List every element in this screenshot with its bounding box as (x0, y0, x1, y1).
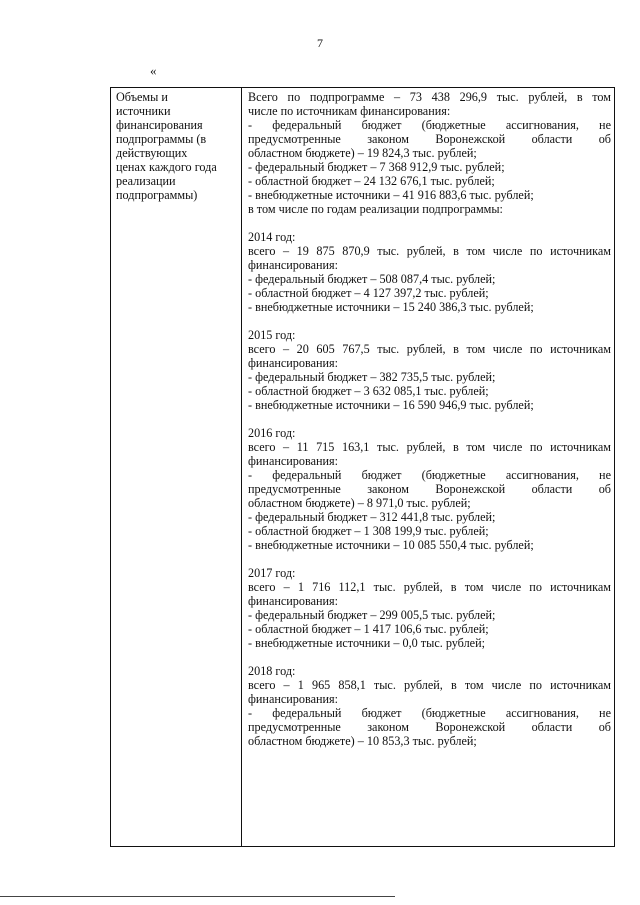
year-total-line: всего – 1 716 112,1 тыс. рублей, в том числе по источникам (248, 580, 611, 594)
year-line: - федеральный бюджет – 382 735,5 тыс. рублей; (248, 370, 496, 384)
year-total-line: всего – 20 605 767,5 тыс. рублей, в том числе по источникам (248, 342, 611, 356)
financing-label-cell (111, 88, 242, 846)
year-heading: 2016 год: (248, 426, 296, 440)
footer-rule (0, 896, 395, 897)
label-line: Объемы и (116, 90, 168, 104)
year-2016-block (248, 426, 611, 552)
year-2017-block (248, 566, 611, 650)
year-line: - внебюджетные источники – 15 240 386,3 тыс. рублей; (248, 300, 534, 314)
year-line: финансирования: (248, 356, 339, 370)
label-line: подпрограммы) (116, 188, 198, 202)
year-line: финансирования: (248, 692, 339, 706)
year-total-line: всего – 11 715 163,1 тыс. рублей, в том числе по источникам (248, 440, 611, 454)
summary-line: предусмотренные законом Воронежской области об (248, 132, 611, 146)
year-line: областном бюджете) – 10 853,3 тыс. рублей; (248, 734, 477, 748)
summary-line: - областной бюджет – 24 132 676,1 тыс. рублей; (248, 174, 495, 188)
summary-line: числе по источникам финансирования: (248, 104, 451, 118)
summary-line: в том числе по годам реализации подпрограммы: (248, 202, 503, 216)
financing-details-cell (242, 88, 614, 846)
year-line: - внебюджетные источники – 0,0 тыс. рублей; (248, 636, 485, 650)
year-2015-block (248, 328, 611, 412)
year-line: финансирования: (248, 454, 339, 468)
year-line: - областной бюджет – 1 417 106,6 тыс. рублей; (248, 622, 489, 636)
year-heading: 2017 год: (248, 566, 296, 580)
year-total-line: всего – 1 965 858,1 тыс. рублей, в том числе по источникам (248, 678, 611, 692)
year-line: финансирования: (248, 594, 339, 608)
page-number: 7 (317, 36, 323, 50)
year-line: предусмотренные законом Воронежской области об (248, 720, 611, 734)
summary-total-line: Всего по подпрограмме – 73 438 296,9 тыс. рублей, в том (248, 90, 611, 104)
year-line: областном бюджете) – 8 971,0 тыс. рублей; (248, 496, 471, 510)
year-2014-block (248, 230, 611, 314)
opening-quote: « (150, 63, 157, 78)
year-total-line: всего – 19 875 870,9 тыс. рублей, в том числе по источникам (248, 244, 611, 258)
year-heading: 2018 год: (248, 664, 296, 678)
financing-table (110, 87, 615, 847)
label-line: финансирования (116, 118, 203, 132)
label-line: реализации (116, 174, 176, 188)
summary-line: областном бюджете) – 19 824,3 тыс. рублей; (248, 146, 477, 160)
summary-line: - федеральный бюджет – 7 368 912,9 тыс. рублей; (248, 160, 505, 174)
year-line: - федеральный бюджет (бюджетные ассигнования, не (248, 706, 611, 720)
summary-line: - федеральный бюджет (бюджетные ассигнования, не (248, 118, 611, 132)
year-line: - федеральный бюджет (бюджетные ассигнования, не (248, 468, 611, 482)
label-line: подпрограммы (в (116, 132, 207, 146)
year-line: - федеральный бюджет – 299 005,5 тыс. рублей; (248, 608, 496, 622)
year-2018-block (248, 664, 611, 748)
year-heading: 2014 год: (248, 230, 296, 244)
year-line: - областной бюджет – 3 632 085,1 тыс. рублей; (248, 384, 489, 398)
label-line: источники (116, 104, 171, 118)
summary-block (248, 90, 611, 216)
label-line: действующих (116, 146, 188, 160)
year-heading: 2015 год: (248, 328, 296, 342)
year-line: - внебюджетные источники – 16 590 946,9 тыс. рублей; (248, 398, 534, 412)
year-line: финансирования: (248, 258, 339, 272)
year-line: - областной бюджет – 1 308 199,9 тыс. рублей; (248, 524, 489, 538)
year-line: предусмотренные законом Воронежской области об (248, 482, 611, 496)
year-line: - федеральный бюджет – 508 087,4 тыс. рублей; (248, 272, 496, 286)
year-line: - областной бюджет – 4 127 397,2 тыс. рублей; (248, 286, 489, 300)
year-line: - внебюджетные источники – 10 085 550,4 тыс. рублей; (248, 538, 534, 552)
year-line: - федеральный бюджет – 312 441,8 тыс. рублей; (248, 510, 496, 524)
label-line: ценах каждого года (116, 160, 217, 174)
summary-line: - внебюджетные источники – 41 916 883,6 тыс. рублей; (248, 188, 534, 202)
